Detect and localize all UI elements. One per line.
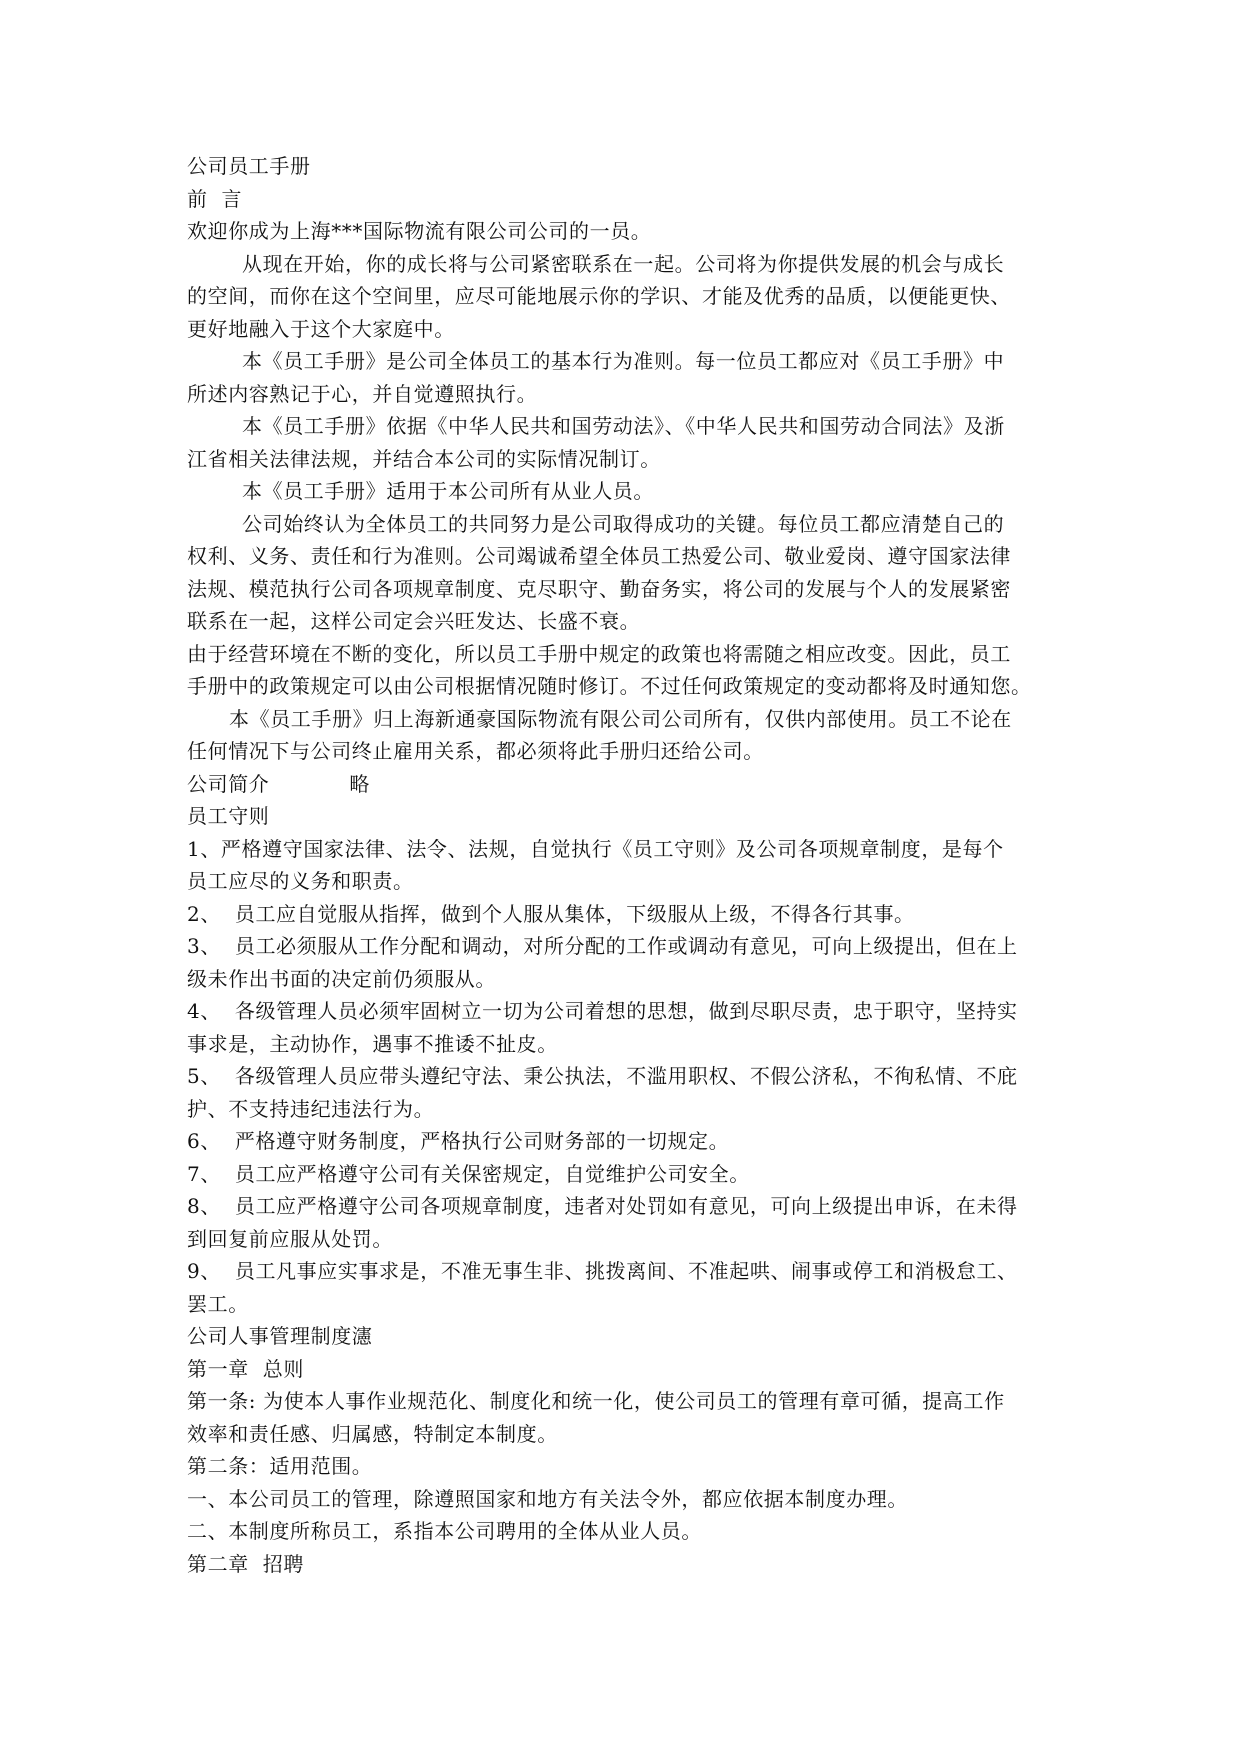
article-line: 第一条: 为使本人事作业规范化、制度化和统一化，使公司员工的管理有章可循，提高工作 — [187, 1389, 1005, 1413]
paragraph-line: 联系在一起，这样公司定会兴旺发达、长盛不衰。 — [187, 609, 641, 633]
welcome-line: 欢迎你成为上海***国际物流有限公司公司的一员。 — [187, 219, 652, 243]
rule-line: 3、 员工必须服从工作分配和调动，对所分配的工作或调动有意见，可向上级提出，但在上 — [187, 934, 1018, 958]
rule-line: 级未作出书面的决定前仍须服从。 — [187, 966, 496, 991]
document-title: 公司员工手册 — [187, 154, 311, 178]
paragraph-line: 从现在开始，你的成长将与公司紧密联系在一起。公司将为你提供发展的机会与成长 — [242, 251, 1005, 276]
paragraph-line: 任何情况下与公司终止雇用关系，都必须将此手册归还给公司。 — [187, 739, 764, 763]
rule-line: 1、严格遵守国家法律、法令、法规，自觉执行《员工守则》及公司各项规章制度，是每个 — [187, 836, 1004, 861]
paragraph-line: 的空间，而你在这个空间里，应尽可能地展示你的学识、才能及优秀的品质，以便能更快、 — [187, 284, 1011, 308]
chapter-heading: 第一章 总则 — [187, 1356, 304, 1381]
preface-heading: 前 言 — [187, 186, 243, 211]
paragraph-line: 更好地融入于这个大家庭中。 — [187, 316, 455, 341]
rules-heading: 员工守则 — [187, 804, 270, 828]
rule-line: 4、 各级管理人员必须牢固树立一切为公司着想的思想，做到尽职尽责，忠于职守，坚持实 — [187, 999, 1018, 1023]
rule-line: 7、 员工应严格遵守公司有关保密规定，自觉维护公司安全。 — [187, 1161, 750, 1186]
paragraph-line: 本《员工手册》归上海新通豪国际物流有限公司公司所有，仅供内部使用。员工不论在 — [229, 706, 1012, 731]
paragraph-line: 公司始终认为全体员工的共同努力是公司取得成功的关键。每位员工都应清楚自己的 — [242, 511, 1005, 536]
paragraph-line: 本《员工手册》适用于本公司所有从业人员。 — [242, 479, 654, 503]
paragraph-line: 江省相关法律法规，并结合本公司的实际情况制订。 — [187, 446, 661, 471]
rule-line: 2、 员工应自觉服从指挥，做到个人服从集体，下级服从上级，不得各行其事。 — [187, 901, 915, 926]
paragraph-line: 法规、模范执行公司各项规章制度、克尽职守、勤奋务实，将公司的发展与个人的发展紧密 — [187, 576, 1011, 601]
rule-line: 8、 员工应严格遵守公司各项规章制度，违者对处罚如有意见，可向上级提出申诉，在未得 — [187, 1194, 1018, 1218]
chapter-heading: 第二章 招聘 — [187, 1551, 304, 1576]
hr-heading: 公司人事管理制度瀗 — [187, 1324, 373, 1348]
company-intro-label: 公司简介 — [187, 771, 270, 796]
paragraph-line: 手册中的政策规定可以由公司根据情况随时修订。不过任何政策规定的变动都将及时通知您。 — [187, 674, 1032, 698]
rule-line: 9、 员工凡事应实事求是，不准无事生非、挑拨离间、不准起哄、闹事或停工和消极怠工、 — [187, 1259, 1018, 1283]
rule-line: 5、 各级管理人员应带头遵纪守法、秉公执法，不滥用职权、不假公济私，不徇私情、不庇 — [187, 1064, 1018, 1088]
rule-line: 到回复前应服从处罚。 — [187, 1226, 393, 1251]
rule-line: 6、 严格遵守财务制度，严格执行公司财务部的一切规定。 — [187, 1129, 730, 1153]
article-line: 效率和责任感、归属感，特制定本制度。 — [187, 1421, 558, 1446]
company-intro-row — [187, 768, 1062, 801]
paragraph-line: 本《员工手册》依据《中华人民共和国劳动法》、《中华人民共和国劳动合同法》及浙 — [242, 414, 1005, 438]
document-body — [187, 150, 1062, 1580]
article-line: 第二条：适用范围。 — [187, 1454, 373, 1478]
paragraph-line: 权利、义务、责任和行为准则。公司竭诚希望全体员工热爱公司、敬业爱岗、遵守国家法律 — [187, 544, 1011, 568]
rule-line: 员工应尽的义务和职责。 — [187, 869, 414, 893]
rule-line: 护、不支持违纪违法行为。 — [187, 1096, 435, 1121]
paragraph-line: 所述内容熟记于心，并自觉遵照执行。 — [187, 381, 538, 406]
article-item: 二、本制度所称员工，系指本公司聘用的全体从业人员。 — [187, 1519, 702, 1543]
article-item: 一、本公司员工的管理，除遵照国家和地方有关法令外，都应依据本制度办理。 — [187, 1486, 908, 1511]
paragraph-line: 本《员工手册》是公司全体员工的基本行为准则。每一位员工都应对《员工手册》中 — [242, 349, 1005, 373]
rule-line: 罢工。 — [187, 1291, 249, 1316]
company-intro-value: 略 — [349, 771, 371, 796]
paragraph-line: 由于经营环境在不断的变化，所以员工手册中规定的政策也将需随之相应改变。因此，员工 — [187, 641, 1011, 666]
rule-line: 事求是，主动协作，遇事不推诿不扯皮。 — [187, 1031, 558, 1056]
